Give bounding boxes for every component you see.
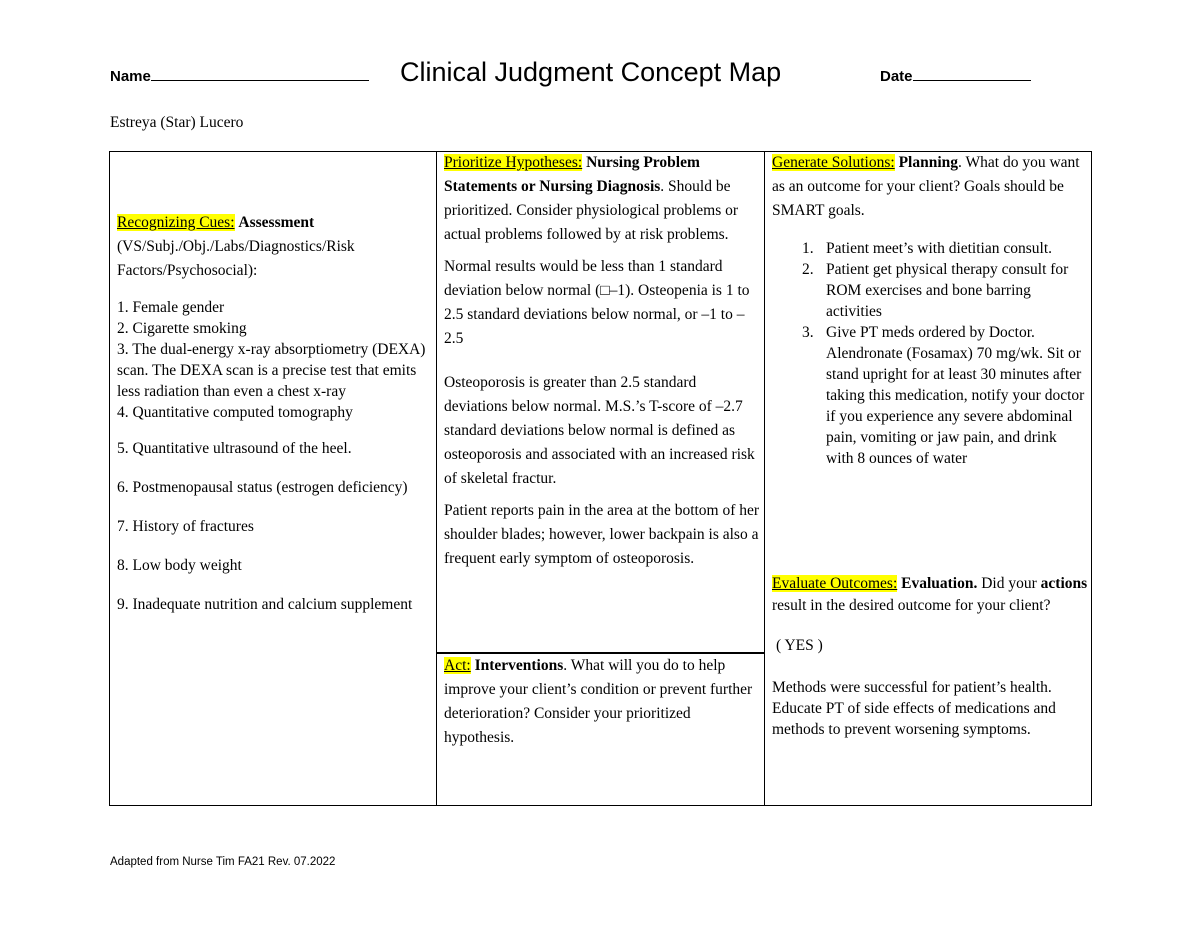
footer-note: Adapted from Nurse Tim FA21 Rev. 07.2022 [110,856,336,868]
table-divider-1 [436,151,437,806]
date-label: Date [880,68,913,85]
list-item: 3. The dual-energy x-ray absorptiometry (DEXA) scan. The DEXA scan is a precise test that emits less radiation than even a chest x-ray [117,341,426,400]
planning-heading: Planning [898,154,959,171]
assessment-heading: Assessment [238,214,315,231]
evaluation-bold: actions [1040,575,1088,592]
goals-list [772,238,1086,469]
list-item: 7. History of fractures [117,518,254,535]
list-item: 9. Inadequate nutrition and calcium supplement [117,596,413,613]
table-divider-2 [764,151,765,806]
interventions-heading: Interventions [474,657,564,674]
patient-name: Estreya (Star) Lucero [110,114,244,131]
evaluation-heading: Evaluation. [901,575,978,592]
evaluation-result-2: Educate PT of side effects of medications and methods to prevent worsening symptoms. [772,700,1056,738]
evaluation-text-2: result in the desired outcome for your client? [772,597,1051,614]
table-right-border [1091,151,1092,806]
list-item: 4. Quantitative computed tomography [117,404,353,421]
evaluation-results [772,677,1088,740]
hypotheses-intro: Should be prioritized. Consider physiological problems or actual problems followed by at risk problems. [444,178,739,243]
interventions-text: What will you do to help improve your client’s condition or prevent further deterioration? Consider your prioritized hypothesis. [444,657,753,746]
assessment-cell [117,211,429,617]
hypotheses-para-2: Osteoporosis is greater than 2.5 standard deviations below normal. M.S.’s T-score of –2.7 standard deviations below normal is defined as osteoporosis and associated with an increased risk of skeletal fractur. [444,374,755,487]
table-bottom-border [109,805,1092,806]
interventions-cell: Act: Interventions. What will you do to help improve your client’s condition or prevent further deterioration? Consider your prioritized hypothesis. [444,657,753,746]
assessment-subheading: (VS/Subj./Obj./Labs/Diagnostics/Risk Factors/Psychosocial): [117,238,355,279]
evaluation-text-1: Did your [981,575,1037,592]
date-field [880,68,1031,85]
planning-intro: What do you want as an outcome for your client? Goals should be SMART goals. [772,154,1080,219]
date-line [913,80,1031,81]
hypotheses-para-3: Patient reports pain in the area at the bottom of her shoulder blades; however, lower backpain is also a frequent early symptom of osteoporosis. [444,502,760,567]
planning-highlight: Generate Solutions: [772,154,895,171]
hypotheses-highlight: Prioritize Hypotheses: [444,154,583,171]
goal-item: 3. Give PT meds ordered by Doctor. Alendronate (Fosamax) 70 mg/wk. Sit or stand upright for at least 30 minutes after taking this medication, notify your doctor if you experience any severe abdominal pain, vomiting or jaw pain, and drink with 8 ounces of water [802,324,1085,467]
list-item: 6. Postmenopausal status (estrogen deficiency) [117,479,408,496]
name-label: Name [110,68,151,85]
evaluation-highlight: Evaluate Outcomes: [772,575,898,592]
goal-item: 2. Patient get physical therapy consult for ROM exercises and bone barring activities [802,261,1069,320]
planning-cell: Generate Solutions: Planning. What do you want as an outcome for your client? Goals should be SMART goals. 1. Patient meet’s with dietitian consult. 2. Patient get physical therapy consult for ROM exercises and bone barring activities 3. Give PT meds ordered by Doctor. Alendronate (Fosamax) 70 mg/wk. Sit or stand upright for at least 30 minutes after taking this medication, notify your doctor if you experience any severe abdominal pain, vomiting or jaw pain, and drink with 8 ounces of water [772,154,1085,467]
list-item: 8. Low body weight [117,557,242,574]
list-item: 1. Female gender [117,299,225,316]
name-field [110,68,369,85]
goal-item: 1. Patient meet’s with dietitian consult. [802,240,1053,257]
hypotheses-cell: Prioritize Hypotheses: Nursing Problem Statements or Nursing Diagnosis. Should be prioritized. Consider physiological problems or actual problems followed by at risk problems. Normal results would be less than 1 standard deviation below normal (□–1). Osteopenia is 1 to 2.5 standard deviations below normal, or –1 to –2.5 Osteoporosis is greater than 2.5 standard deviations below normal. M.S.’s T-score of –2.7 standard deviations below normal is defined as osteoporosis and associated with an increased risk of skeletal fractur. Patient reports pain in the area at the bottom of her shoulder blades; however, lower backpain is also a frequent early symptom of osteoporosis. [444,151,760,571]
page-title: Clinical Judgment Concept Map [400,57,782,87]
evaluation-result-1: Methods were successful for patient’s health. [772,679,1052,696]
evaluation-answer: ( YES ) [776,637,823,654]
hypotheses-para-1: Normal results would be less than 1 standard deviation below normal (□–1). Osteopenia is 1 to 2.5 standard deviations below normal, or –1 to –2.5 [444,258,750,347]
hypotheses-heading: Nursing Problem Statements or Nursing Diagnosis [444,154,700,195]
interventions-highlight: Act: [444,657,471,674]
evaluation-cell [772,573,1088,740]
list-item: 5. Quantitative ultrasound of the heel. [117,440,352,457]
table-left-border [109,151,110,806]
name-line [151,80,369,81]
list-item: 2. Cigarette smoking [117,320,247,337]
assessment-highlight: Recognizing Cues: [117,214,235,231]
assessment-list-block [117,297,429,423]
